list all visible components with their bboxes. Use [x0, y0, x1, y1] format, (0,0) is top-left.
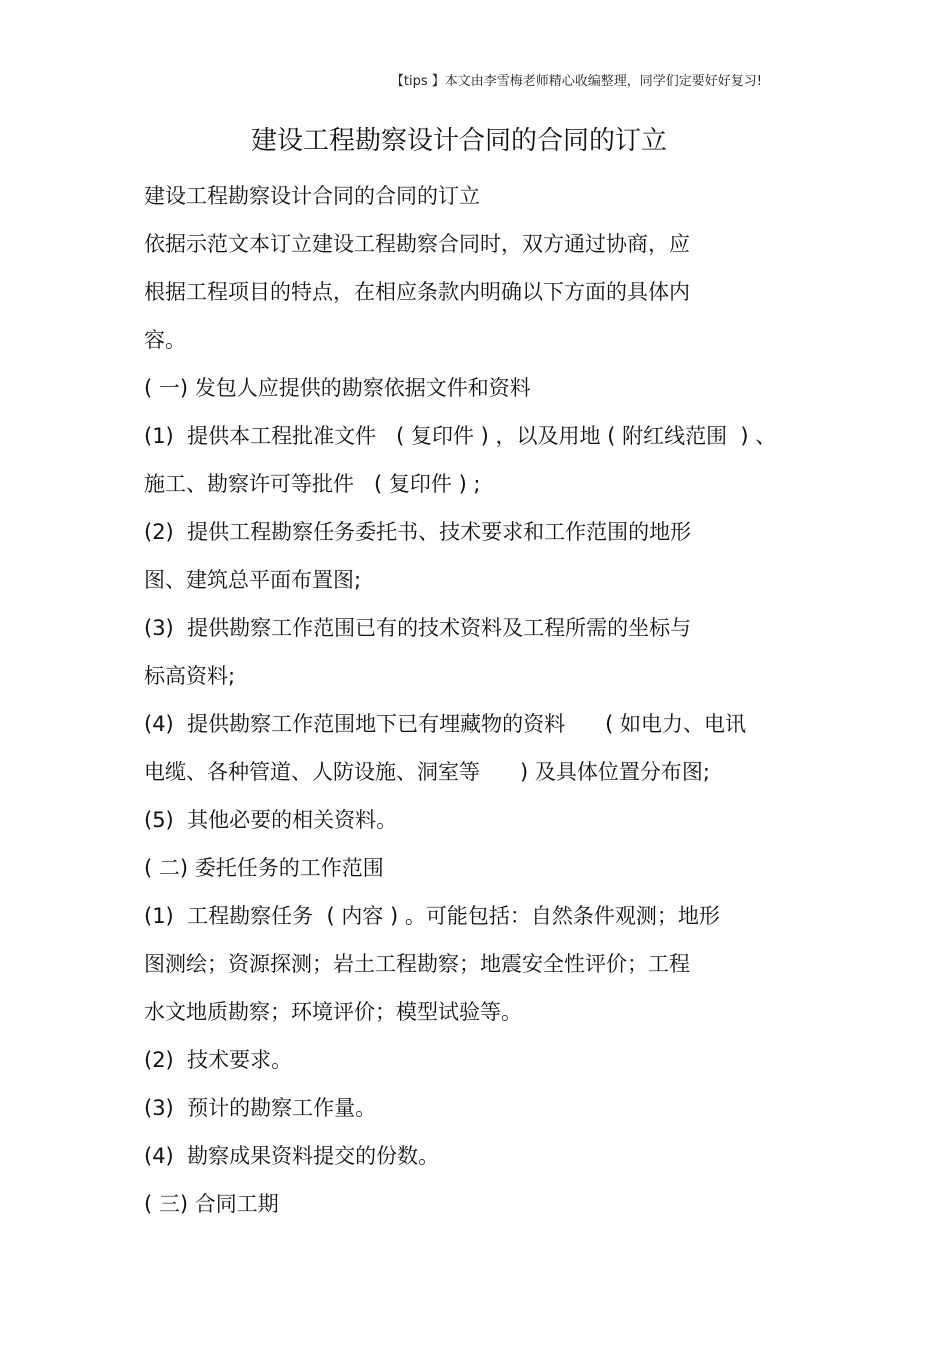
list-item-continued: 标高资料;: [144, 664, 236, 688]
section-heading-3: ( 三) 合同工期: [144, 1192, 279, 1216]
paragraph-line: 依据示范文本订立建设工程勘察合同时，双方通过协商，应: [144, 232, 690, 256]
list-item: (2) 技术要求。: [144, 1048, 293, 1072]
list-item: (5) 其他必要的相关资料。: [144, 808, 398, 832]
header-tips-note: 【tips 】本文由李雪梅老师精心收编整理，同学们定要好好复习!: [390, 74, 762, 89]
paragraph-line: 根据工程项目的特点，在相应条款内明确以下方面的具体内: [144, 280, 690, 304]
list-item: (3) 预计的勘察工作量。: [144, 1096, 377, 1120]
list-item: (3) 提供勘察工作范围已有的技术资料及工程所需的坐标与: [144, 616, 692, 640]
list-item-continued: 电缆、各种管道、人防设施、洞室等 ) 及具体位置分布图;: [144, 760, 710, 784]
section-heading-1: ( 一) 发包人应提供的勘察依据文件和资料: [144, 376, 531, 400]
list-item-continued: 图测绘；资源探测；岩土工程勘察；地震安全性评价；工程: [144, 952, 690, 976]
list-item-continued: 水文地质勘察；环境评价；模型试验等。: [144, 1000, 522, 1024]
subtitle-line: 建设工程勘察设计合同的合同的订立: [144, 184, 480, 208]
list-item-continued: 图、建筑总平面布置图;: [144, 568, 362, 592]
list-item: (1) 工程勘察任务 ( 内容 ) 。可能包括：自然条件观测；地形: [144, 904, 720, 928]
list-item: (4) 提供勘察工作范围地下已有埋藏物的资料 ( 如电力、电讯: [144, 712, 747, 736]
document-title: 建设工程勘察设计合同的合同的订立: [250, 126, 667, 156]
section-heading-2: ( 二) 委托任务的工作范围: [144, 856, 384, 880]
list-item: (2) 提供工程勘察任务委托书、技术要求和工作范围的地形: [144, 520, 692, 544]
list-item: (4) 勘察成果资料提交的份数。: [144, 1144, 440, 1168]
paragraph-line: 容。: [144, 328, 186, 352]
list-item: (1) 提供本工程批准文件 ( 复印件 ) ，以及用地 ( 附红线范围 ) 、: [144, 424, 777, 448]
list-item-continued: 施工、勘察许可等批件 ( 复印件 ) ;: [144, 472, 481, 496]
